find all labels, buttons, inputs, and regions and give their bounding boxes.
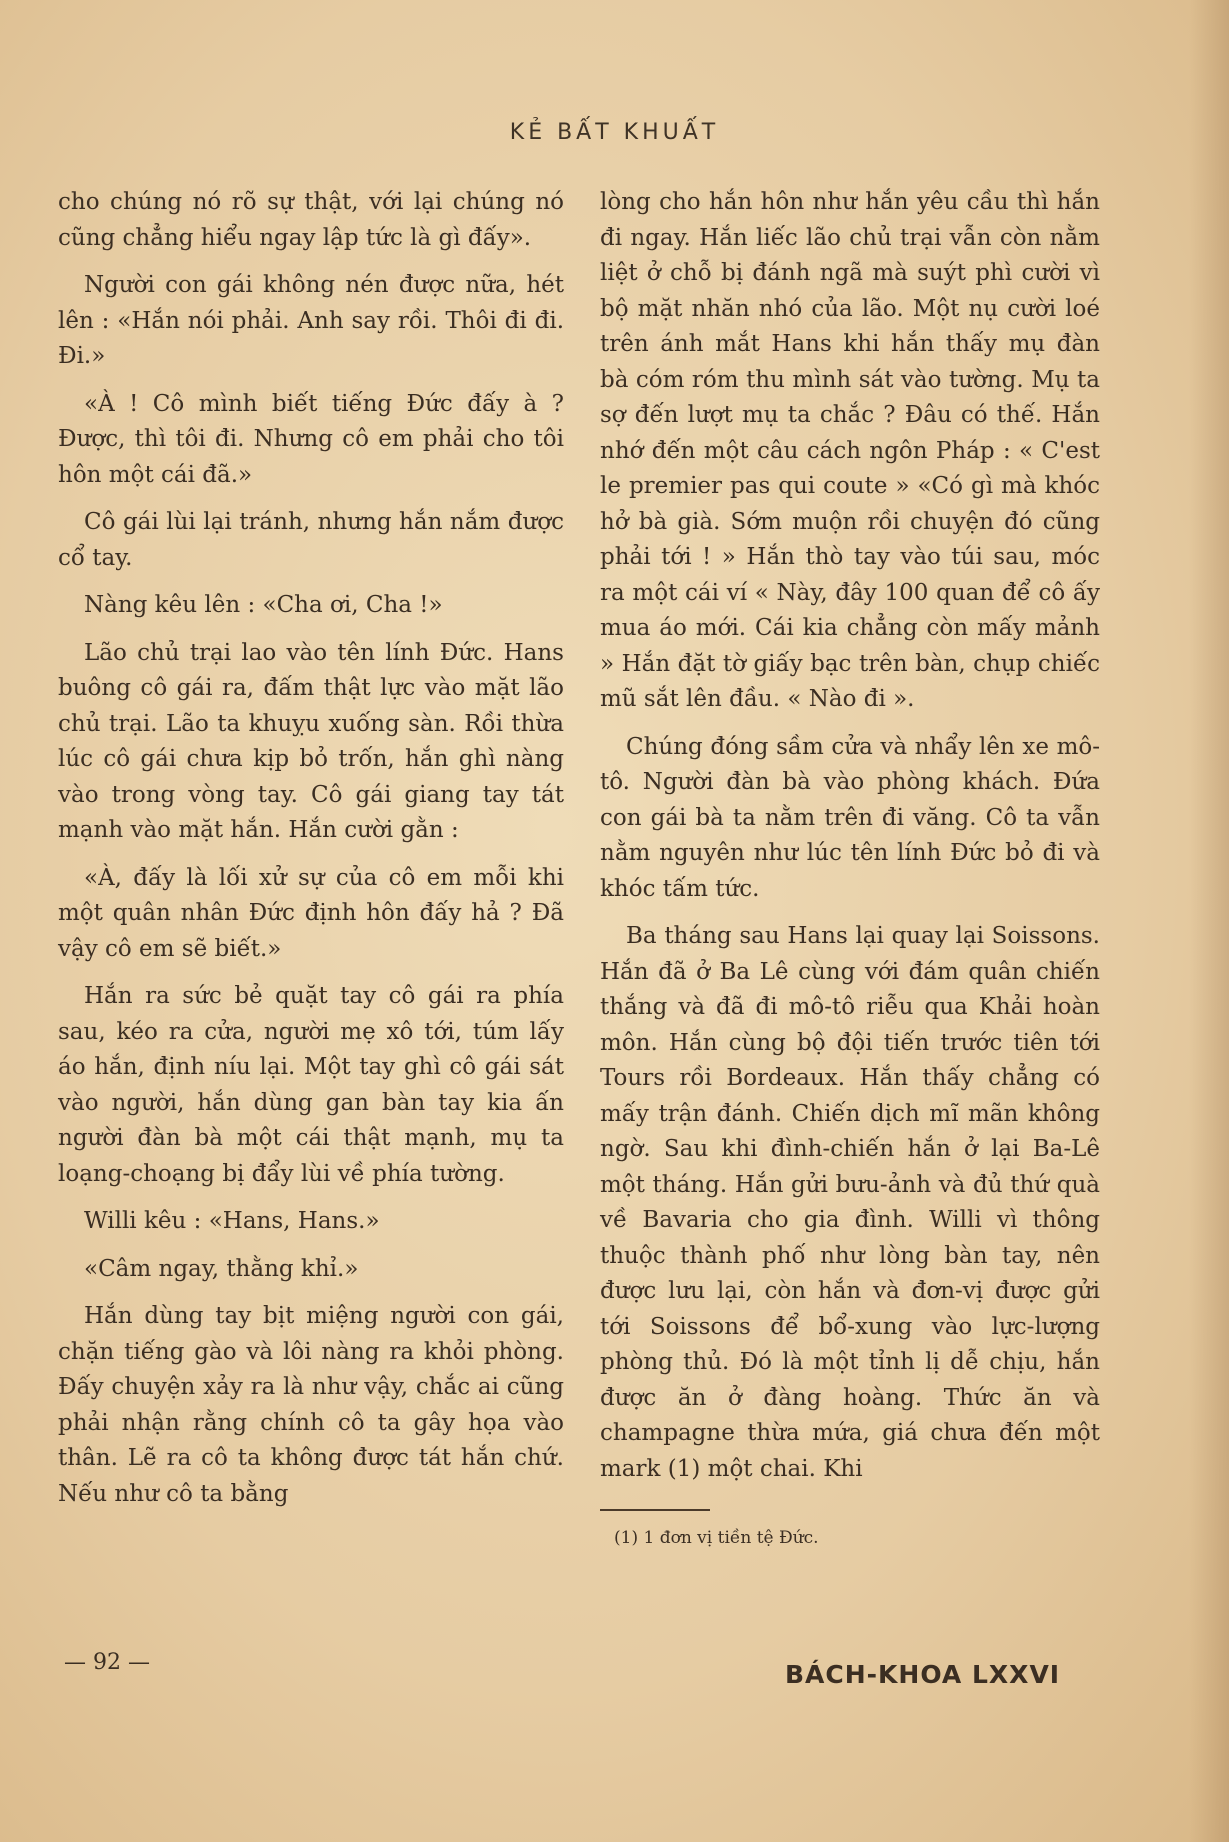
left-paragraph: Cô gái lùi lại tránh, nhưng hắn nắm được cổ tay. bbox=[58, 509, 564, 571]
right-column bbox=[600, 185, 1100, 1557]
left-paragraph: «Câm ngay, thằng khỉ.» bbox=[84, 1255, 359, 1282]
right-paragraph: Ba tháng sau Hans lại quay lại Soissons. Hắn đã ở Ba Lê cùng với đám quân chiến thắng và đã đi mô-tô riễu qua Khải hoàn môn. Hắn cùng bộ đội tiến trước tiên tới Tours rồi Bordeaux. Hắn thấy chẳng có mấy trận đánh. Chiến dịch mĩ mãn không ngờ. Sau khi đình-chiến hắn ở lại Ba-Lê một tháng. Hắn gửi bưu-ảnh và đủ thứ quà về Bavaria cho gia đình. Willi vì thông thuộc thành phố như lòng bàn tay, nên được lưu lại, còn hắn và đơn-vị được gửi tới Soissons để bổ-xung vào lực-lượng phòng thủ. Đó là một tỉnh lị dễ chịu, hắn được ăn ở đàng hoàng. Thức ăn và champagne thừa mứa, giá chưa đến một mark (1) một chai. Khi bbox=[600, 923, 1100, 1482]
left-paragraph: Lão chủ trại lao vào tên lính Đức. Hans buông cô gái ra, đấm thật lực vào mặt lão chủ trại. Lão ta khuỵu xuống sàn. Rồi thừa lúc cô gái chưa kịp bỏ trốn, hắn ghì nàng vào trong vòng tay. Cô gái giang tay tát mạnh vào mặt hắn. Hắn cười gằn : bbox=[58, 639, 564, 843]
left-column bbox=[58, 185, 564, 1524]
left-paragraph: cho chúng nó rõ sự thật, với lại chúng nó cũng chẳng hiểu ngay lập tức là gì đấy». bbox=[58, 189, 564, 251]
footer-title: BÁCH-KHOA LXXVI bbox=[785, 1660, 1061, 1689]
paper-edge-shadow bbox=[1189, 0, 1229, 1842]
left-paragraph: «À, đấy là lối xử sự của cô em mỗi khi một quân nhân Đức định hôn đấy hả ? Đã vậy cô em sẽ biết.» bbox=[58, 864, 564, 962]
running-header: KẺ BẤT KHUẤT bbox=[509, 120, 720, 145]
left-paragraph: Người con gái không nén được nữa, hét lên : «Hắn nói phải. Anh say rồi. Thôi đi đi. Đi.» bbox=[58, 272, 564, 369]
footnote: (1) 1 đơn vị tiền tệ Đức. bbox=[614, 1528, 819, 1548]
left-paragraph: Willi kêu : «Hans, Hans.» bbox=[84, 1208, 380, 1234]
left-paragraph: Hắn ra sức bẻ quặt tay cô gái ra phía sau, kéo ra cửa, người mẹ xô tới, túm lấy áo hắn, định níu lại. Một tay ghì cô gái sát vào người, hắn dùng gan bàn tay kia ấn người đàn bà một cái thật mạnh, mụ ta loạng-choạng bị đẩy lùi về phía tường. bbox=[58, 983, 564, 1187]
footnote-rule bbox=[600, 1509, 710, 1511]
right-paragraph: lòng cho hắn hôn như hắn yêu cầu thì hắn đi ngay. Hắn liếc lão chủ trại vẫn còn nằm liệt ở chỗ bị đánh ngã mà suýt phì cười vì bộ mặt nhăn nhó của lão. Một nụ cười loé trên ánh mắt Hans khi hắn thấy mụ đàn bà cóm róm thu mình sát vào tường. Mụ ta sợ đến lượt mụ ta chắc ? Đâu có thế. Hắn nhớ đến một câu cách ngôn Pháp : « C'est le premier pas qui coute » «Có gì mà khóc hở bà già. Sớm muộn rồi chuyện đó cũng phải tới ! » Hắn thò tay vào túi sau, móc ra một cái ví « Này, đây 100 quan để cô ấy mua áo mới. Cái kia chẳng còn mấy mảnh » Hắn đặt tờ giấy bạc trên bàn, chụp chiếc mũ sắt lên đầu. « Nào đi ». bbox=[600, 189, 1100, 712]
left-paragraph: Hắn dùng tay bịt miệng người con gái, chặn tiếng gào và lôi nàng ra khỏi phòng. Đấy chuyện xảy ra là như vậy, chắc ai cũng phải nhận rằng chính cô ta gây họa vào thân. Lẽ ra cô ta không được tát hắn chứ. Nếu như cô ta bằng bbox=[58, 1303, 564, 1507]
right-paragraph: Chúng đóng sầm cửa và nhẩy lên xe mô-tô. Người đàn bà vào phòng khách. Đứa con gái bà ta nằm trên đi văng. Cô ta vẫn nằm nguyên như lúc tên lính Đức bỏ đi và khóc tấm tức. bbox=[600, 733, 1100, 902]
page-number: — 92 — bbox=[64, 1650, 150, 1675]
left-paragraph: Nàng kêu lên : «Cha ơi, Cha !» bbox=[84, 592, 443, 618]
left-paragraph: «À ! Cô mình biết tiếng Đức đấy à ? Được, thì tôi đi. Nhưng cô em phải cho tôi hôn một cái đã.» bbox=[58, 390, 564, 488]
